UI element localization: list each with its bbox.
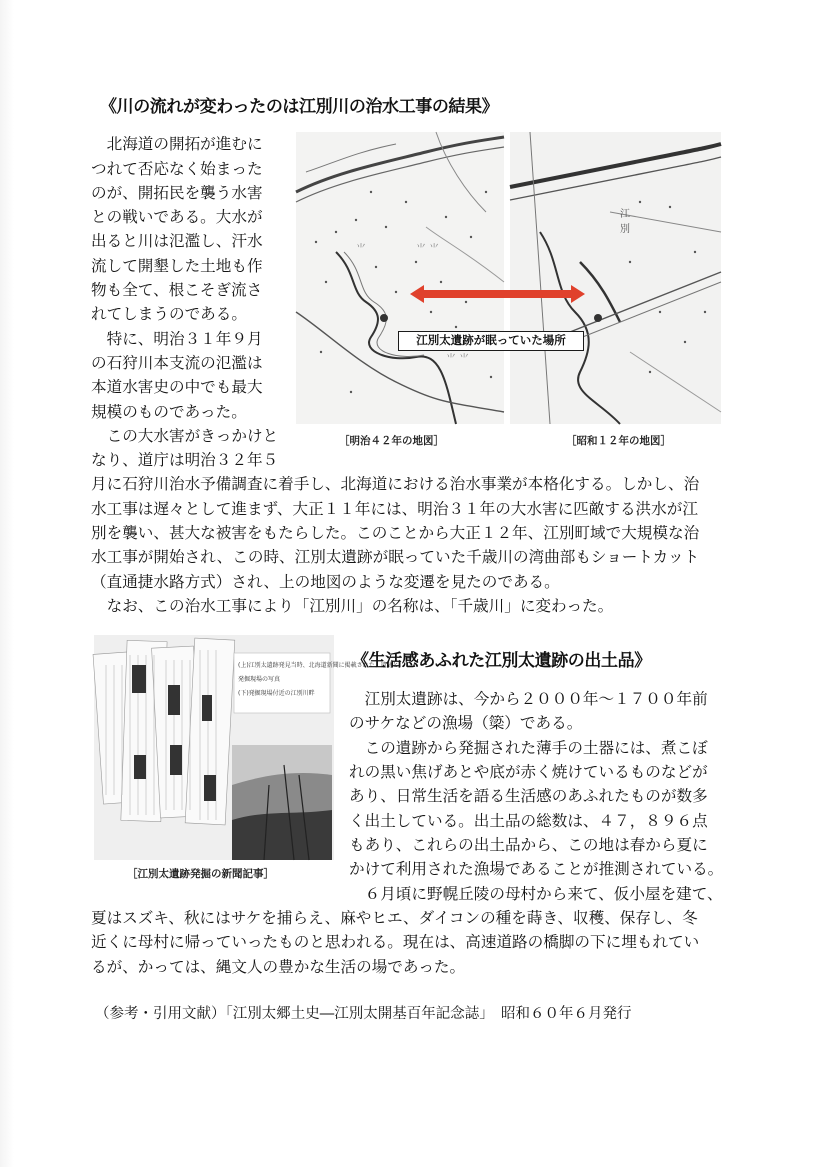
text-line: なり、道庁は明治３２年５ — [91, 451, 279, 469]
text-line: 近くに母村に帰っていったものと思われる。現在は、高速道路の橋脚の下に埋もれてい — [91, 933, 700, 951]
comparison-arrow — [410, 283, 585, 305]
text-line: 別を襲い、甚大な被害をもたらした。このことから大正１２年、江別町域で大規模な治 — [91, 524, 700, 542]
map-meiji-42 — [296, 132, 504, 424]
text-line: れてしまうのである。 — [91, 305, 247, 323]
text-line: 流して開墾した土地も作 — [91, 257, 263, 275]
text-line: 江別太遺跡は、今から２０００年〜１７００年前 — [349, 690, 708, 708]
text-line: 特に、明治３１年９月 — [91, 330, 263, 348]
text-line: の石狩川本支流の氾濫は — [91, 354, 263, 372]
text-line: のが、開拓民を襲う水害 — [91, 184, 263, 202]
text-line: 水工事が開始され、この時、江別太遺跡が眠っていた千歳川の湾曲部もショートカット — [91, 548, 700, 566]
newspaper-collage — [94, 635, 399, 860]
text-line: 夏はスズキ、秋にはサケを捕らえ、麻やヒエ、ダイコンの種を蒔き、収穫、保存し、冬 — [91, 909, 698, 927]
news-caption: ［江別太遺跡発掘の新聞記事］ — [127, 868, 274, 880]
text-line: 規模のものであった。 — [91, 403, 247, 421]
text-line: ６月頃に野幌丘陵の母村から来て、仮小屋を建て、 — [349, 885, 723, 903]
map-location-label — [398, 331, 584, 351]
map-location-label-text: 江別太遺跡が眠っていた場所 — [416, 333, 566, 347]
text-line: く出土している。出土品の総数は、４７，８９６点 — [349, 812, 708, 830]
section-heading-artifacts: 《生活感あふれた江別太遺跡の出土品》 — [352, 651, 651, 671]
news-note-line: 発掘現場の写真 — [238, 676, 281, 683]
text-line: 月に石狩川治水予備調査に着手し、北海道における治水事業が本格化する。しかし、治 — [91, 475, 700, 493]
reference-citation: （参考・引用文献）「江別太郷土史―江別太開基百年記念誌」 昭和６０年６月発行 — [95, 1006, 632, 1022]
text-line: この大水害がきっかけと — [91, 427, 279, 445]
news-note-line: (上)江別太遺跡発見当時、北海道新聞に掲載された、遺跡と — [238, 662, 399, 669]
double-arrow-icon — [410, 285, 585, 303]
text-line: （直通捷水路方式）され、上の地図のような変遷を見たのである。 — [91, 573, 560, 591]
text-line: つれて否応なく始まった — [91, 160, 263, 178]
svg-text:⺌: ⺌ — [356, 244, 366, 255]
map-meiji-42-drawing — [296, 132, 504, 424]
text-line: 物も全て、根こそぎ流さ — [91, 281, 263, 299]
map-showa-12-drawing — [510, 132, 721, 424]
text-line: との戦いである。大水が — [91, 208, 263, 226]
text-line: 水工事は遅々として進まず、大正１１年には、明治３１年の大水害に匹敵する洪水が江 — [91, 500, 698, 518]
map-caption-left: ［明治４２年の地図］ — [339, 435, 444, 447]
section-heading-river: 《川の流れが変わったのは江別川の治水工事の結果》 — [100, 97, 499, 117]
text-line: あり、日常生活を語る生活感のあふれたものが数多 — [349, 787, 708, 805]
text-line: 北海道の開拓が進むに — [91, 135, 263, 153]
text-line: れの黒い焦げあとや底が赤く焼けているものなどが — [349, 763, 708, 781]
svg-text:⺌ ⺌: ⺌ ⺌ — [416, 244, 440, 255]
svg-text:江: 江 — [620, 209, 630, 220]
map-showa-12 — [510, 132, 721, 424]
svg-text:別: 別 — [620, 224, 630, 235]
text-line: 出ると川は氾濫し、汗水 — [91, 232, 263, 250]
news-note-line: (下)発掘現場付近の江別川畔 — [238, 690, 315, 697]
text-line: かけて利用された漁場であることが推測されている。 — [349, 860, 724, 878]
text-line: もあり、これらの出土品から、この地は春から夏に — [349, 836, 708, 854]
svg-text:⺌ ⺌: ⺌ ⺌ — [446, 354, 470, 365]
map-caption-right: ［昭和１２年の地図］ — [566, 435, 671, 447]
text-line: この遺跡から発掘された薄手の土器には、煮こぼ — [349, 739, 708, 757]
text-line: るが、かっては、縄文人の豊かな生活の場であった。 — [91, 958, 466, 976]
text-line: なお、この治水工事により「江別川」の名称は、「千歳川」に変わった。 — [91, 597, 614, 615]
text-line: 本道水害史の中でも最大 — [91, 378, 263, 396]
newspaper-clipping-image — [94, 635, 399, 860]
text-line: のサケなどの漁場（簗）である。 — [349, 714, 583, 732]
